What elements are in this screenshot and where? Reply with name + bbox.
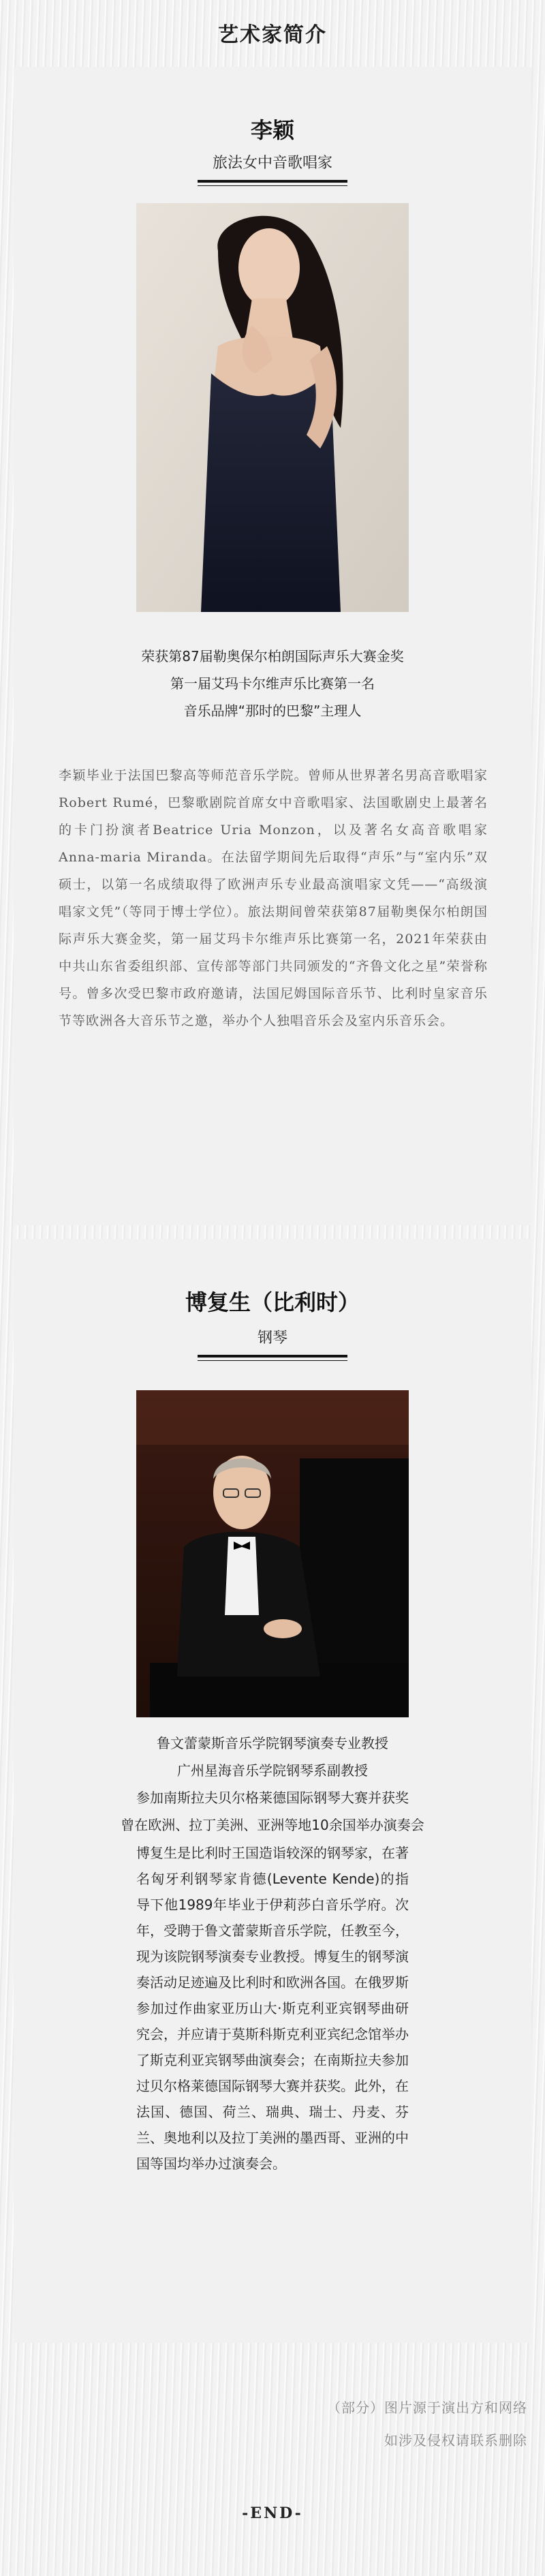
page-title: 艺术家简介	[218, 23, 327, 47]
role-underline-thin	[198, 1360, 347, 1361]
credential-caption-3: 参加南斯拉夫贝尔格莱德国际钢琴大赛并获奖	[136, 1790, 409, 1806]
bio-lead: 曾在欧洲、拉丁美洲、亚洲等地10余国举办演奏会	[121, 1817, 424, 1833]
award-caption-1: 荣获第87届勒奥保尔柏朗国际声乐大赛金奖	[141, 648, 404, 664]
end-mark: -END-	[242, 2504, 303, 2522]
artist-photo-li-ying	[136, 203, 409, 612]
award-caption-2: 第一届艾玛卡尔维声乐比赛第一名	[170, 675, 375, 692]
artist-photo-bo-fusheng	[136, 1390, 409, 1717]
copyright-note: 如涉及侵权请联系删除	[384, 2432, 527, 2449]
artist-card-li-ying	[14, 67, 531, 1225]
artist-role: 钢琴	[257, 1330, 287, 1347]
artist-card-bo-fusheng	[14, 1239, 531, 2343]
award-caption-3: 音乐品牌“那时的巴黎”主理人	[183, 703, 362, 719]
image-source-note: （部分）图片源于演出方和网络	[327, 2399, 527, 2416]
artist-name: 博复生（比利时）	[185, 1289, 360, 1315]
role-underline-thick	[198, 180, 347, 183]
credential-caption-1: 鲁文蕾蒙斯音乐学院钢琴演奏专业教授	[157, 1735, 388, 1751]
role-underline-thin	[198, 185, 347, 186]
artist-role: 旅法女中音歌唱家	[212, 155, 332, 172]
credential-caption-2: 广州星海音乐学院钢琴系副教授	[177, 1762, 368, 1779]
role-underline-thick	[198, 1355, 347, 1358]
artist-bio: 博复生是比利时王国造诣较深的钢琴家，在著名匈牙利钢琴家肯德(Levente Kende)的指导下他1989年毕业于伊莉莎白音乐学府。次年，受聘于鲁文蕾蒙斯音乐学院，任教至今，现为该院钢琴演奏专业教授。博复生的钢琴演奏活动足迹遍及比利时和欧洲各国。在俄罗斯参加过作曲家亚历山大·斯克利亚宾钢琴曲研究会，并应请于莫斯科斯克利亚宾纪念馆举办了斯克利亚宾钢琴曲演奏会；在南斯拉夫参加过贝尔格莱德国际钢琴大赛并获奖。此外，在法国、德国、荷兰、瑞典、瑞士、丹麦、芬兰、奥地利以及拉丁美洲的墨西哥、亚洲的中国等国均举办过演奏会。	[136, 1845, 409, 2172]
artist-name: 李颖	[250, 117, 294, 143]
artist-bio: 李颖毕业于法国巴黎高等师范音乐学院。曾师从世界著名男高音歌唱家Robert Rumé，巴黎歌剧院首席女中音歌唱家、法国歌剧史上最著名的卡门扮演者Beatrice Uria Monzon，以及著名女高音歌唱家Anna-maria Miranda。在法留学期间先后取得“声乐”与“室内乐”双硕士，以第一名成绩取得了欧洲声乐专业最高演唱家文凭——“高级演唱家文凭”（等同于博士学位）。旅法期间曾荣获第87届勒奥保尔柏朗国际声乐大赛金奖，第一届艾玛卡尔维声乐比赛第一名，2021年荣获由中共山东省委组织部、宣传部等部门共同颁发的“齐鲁文化之星”荣誉称号。曾多次受巴黎市政府邀请，法国尼姆国际音乐节、比利时皇家音乐节等欧洲各大音乐节之邀，举办个人独唱音乐会及室内乐音乐会。	[59, 768, 488, 1028]
